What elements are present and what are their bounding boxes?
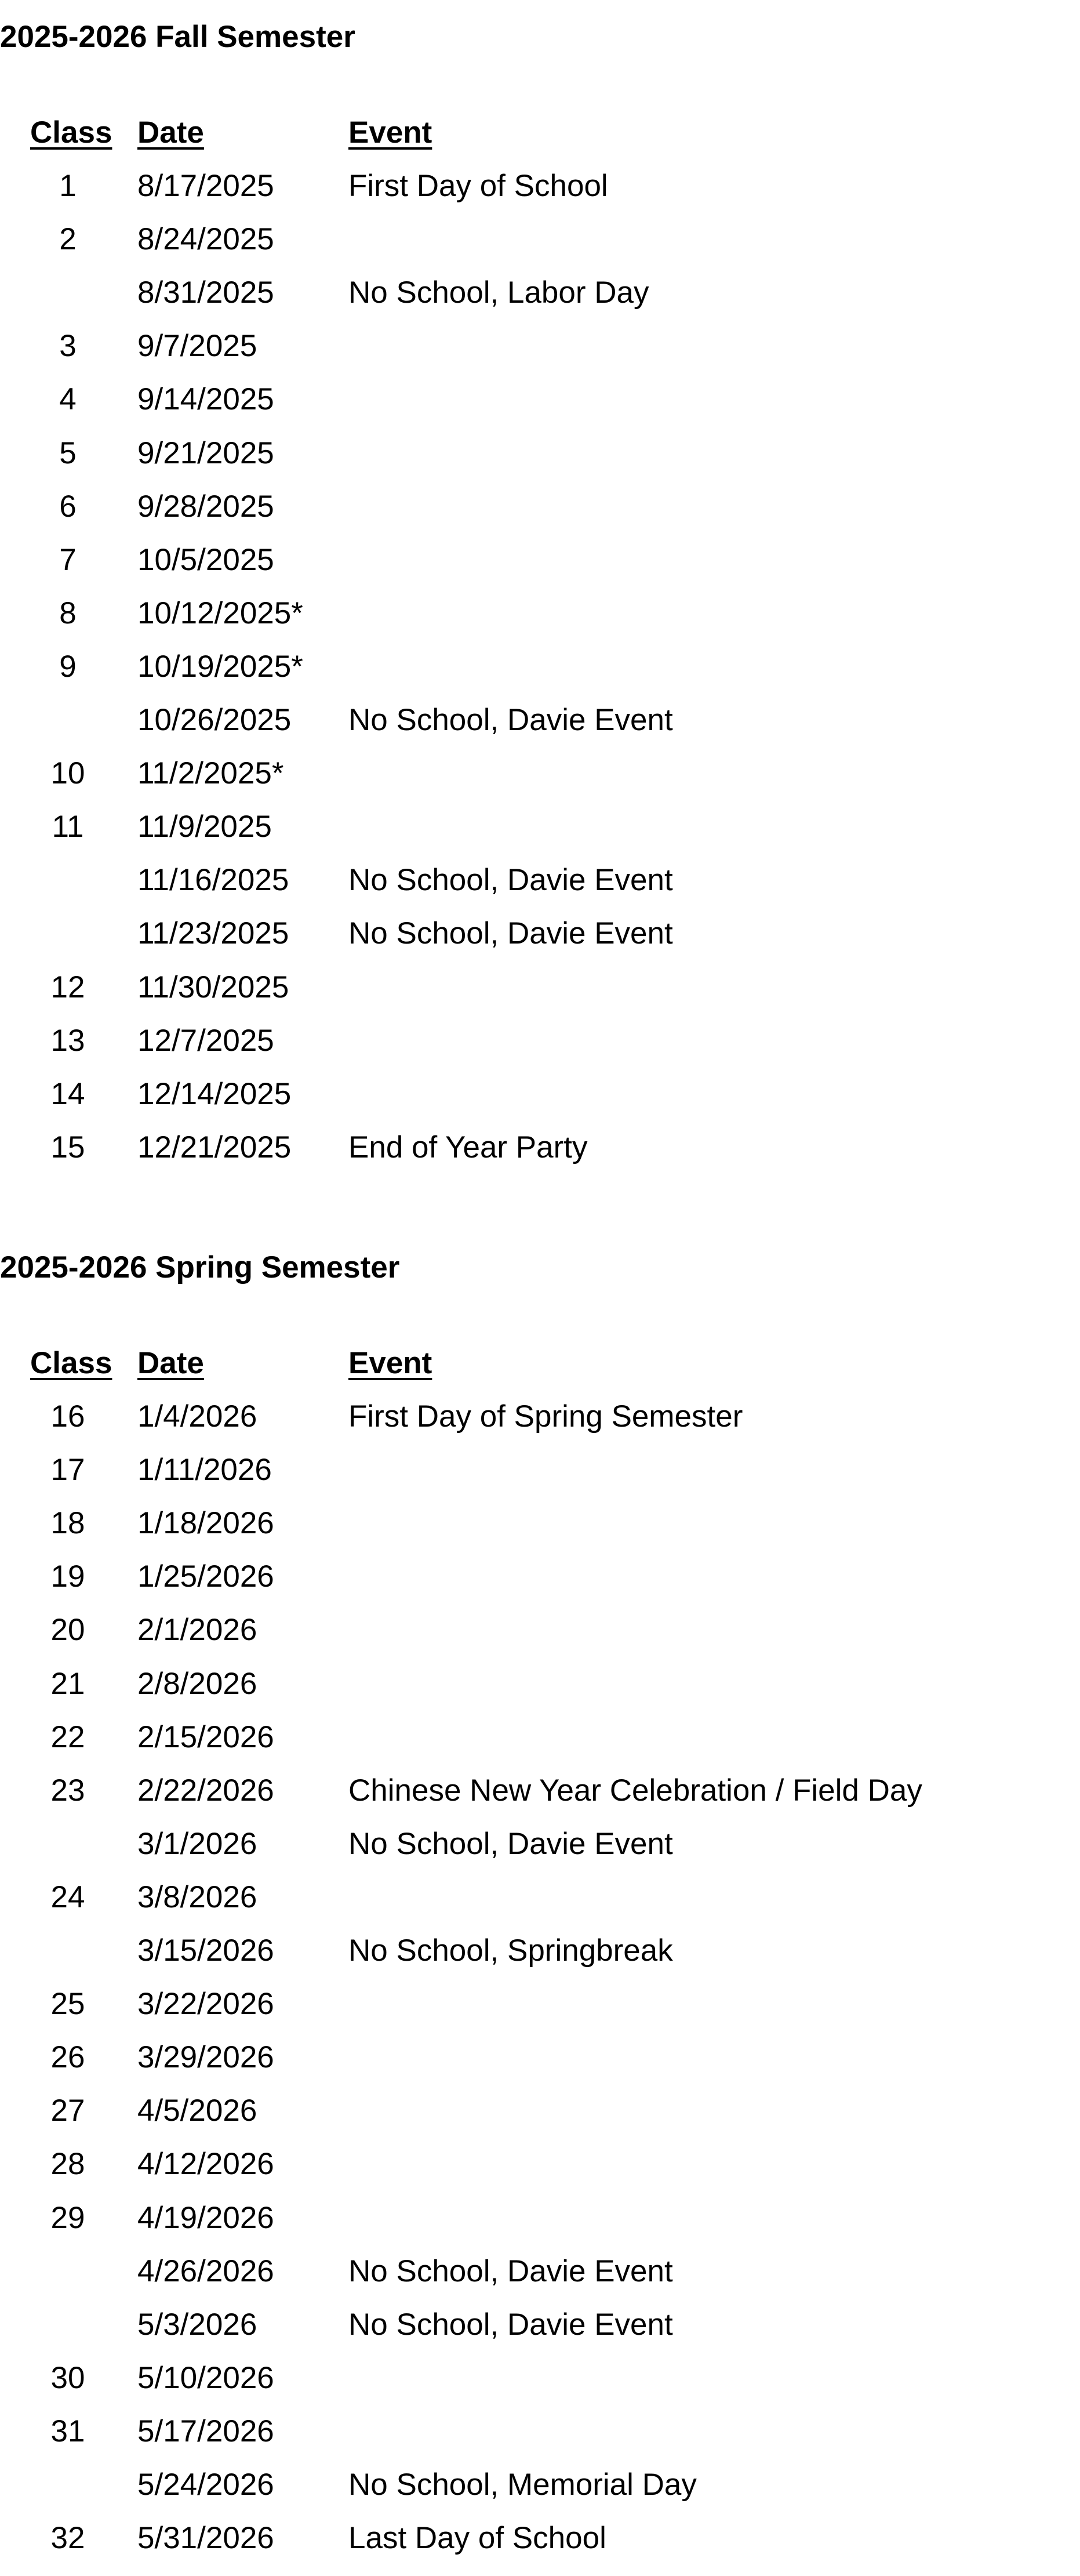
header-event: Event: [348, 115, 432, 150]
table-row: [0, 2298, 1080, 2352]
table-row: [0, 534, 1080, 587]
class-event: No School, Davie Event: [348, 2254, 673, 2288]
class-number: 22: [50, 1719, 85, 1754]
header-class: Class: [30, 1346, 112, 1380]
class-date: 10/26/2025: [137, 703, 292, 737]
class-date: 11/9/2025: [137, 810, 272, 844]
class-number: 31: [50, 2414, 85, 2448]
class-number: 13: [50, 1023, 85, 1058]
class-number: 26: [50, 2040, 85, 2075]
class-number: 29: [50, 2200, 85, 2235]
class-number: 2: [59, 222, 77, 257]
class-number: 12: [50, 970, 85, 1004]
table-row: [0, 961, 1080, 1014]
class-date: 11/16/2025: [137, 863, 289, 898]
class-event: End of Year Party: [348, 1130, 588, 1164]
class-date: 3/15/2026: [137, 1933, 274, 1968]
table-header: [0, 1337, 1080, 1390]
table-row: [0, 1924, 1080, 1978]
table-row: [0, 800, 1080, 854]
table-row: [0, 480, 1080, 534]
table-row: [0, 213, 1080, 266]
class-number: 15: [50, 1130, 85, 1164]
table-row: [0, 2031, 1080, 2084]
table-row: [0, 1711, 1080, 1764]
class-event: No School, Davie Event: [348, 703, 673, 737]
class-number: 23: [50, 1773, 85, 1808]
table-row: [0, 2405, 1080, 2458]
table-row: [0, 2192, 1080, 2245]
class-date: 5/24/2026: [137, 2468, 274, 2502]
class-date: 10/12/2025*: [137, 596, 303, 630]
class-number: 5: [59, 436, 77, 470]
table-row: [0, 1871, 1080, 1924]
table-row: [0, 2138, 1080, 2191]
class-event: No School, Memorial Day: [348, 2468, 697, 2502]
class-event: No School, Davie Event: [348, 863, 673, 898]
class-number: 1: [59, 169, 77, 203]
class-event: Chinese New Year Celebration / Field Day: [348, 1773, 922, 1808]
class-date: 2/22/2026: [137, 1773, 274, 1808]
table-row: [0, 427, 1080, 480]
header-date: Date: [137, 115, 204, 150]
table-row: [0, 640, 1080, 694]
class-event: No School, Davie Event: [348, 2307, 673, 2342]
class-date: 4/12/2026: [137, 2147, 274, 2182]
table-row: [0, 907, 1080, 960]
class-date: 5/10/2026: [137, 2360, 274, 2395]
class-number: 20: [50, 1613, 85, 1648]
header-date: Date: [137, 1346, 204, 1380]
semester-title: 2025-2026 Fall Semester: [0, 20, 355, 54]
table-row: [0, 266, 1080, 320]
class-number: 18: [50, 1506, 85, 1541]
class-number: 21: [50, 1666, 85, 1701]
table-row: [0, 747, 1080, 800]
class-number: 6: [59, 489, 77, 524]
class-date: 2/1/2026: [137, 1613, 257, 1648]
table-row: [0, 1764, 1080, 1817]
class-number: 32: [50, 2521, 85, 2556]
table-row: [0, 2352, 1080, 2405]
class-date: 9/21/2025: [137, 436, 274, 470]
table-header: [0, 106, 1080, 159]
class-date: 3/8/2026: [137, 1880, 257, 1914]
class-date: 3/29/2026: [137, 2040, 274, 2075]
table-row: [0, 1068, 1080, 1121]
table-row: [0, 159, 1080, 213]
class-event: No School, Davie Event: [348, 1826, 673, 1861]
class-event: First Day of Spring Semester: [348, 1399, 743, 1434]
class-date: 3/22/2026: [137, 1987, 274, 2022]
class-date: 12/7/2025: [137, 1023, 274, 1058]
table-row: [0, 854, 1080, 907]
table-row: [0, 1603, 1080, 1657]
class-number: 16: [50, 1399, 85, 1434]
class-date: 9/28/2025: [137, 489, 274, 524]
class-number: 3: [59, 329, 77, 364]
class-number: 24: [50, 1880, 85, 1914]
class-event: Last Day of School: [348, 2521, 606, 2556]
table-row: [0, 1817, 1080, 1871]
class-date: 5/17/2026: [137, 2414, 274, 2448]
table-row: [0, 1657, 1080, 1711]
table-row: [0, 694, 1080, 747]
header-event: Event: [348, 1346, 432, 1380]
class-date: 11/23/2025: [137, 916, 289, 951]
class-date: 8/24/2025: [137, 222, 274, 257]
class-number: 9: [59, 649, 77, 684]
table-row: [0, 1978, 1080, 2031]
class-date: 8/31/2025: [137, 275, 274, 310]
class-number: 27: [50, 2094, 85, 2128]
table-row: [0, 1390, 1080, 1443]
table-row: [0, 1497, 1080, 1550]
class-number: 25: [50, 1987, 85, 2022]
class-date: 4/5/2026: [137, 2094, 257, 2128]
class-number: 19: [50, 1559, 85, 1594]
class-date: 2/8/2026: [137, 1666, 257, 1701]
class-number: 17: [50, 1453, 85, 1487]
table-row: [0, 373, 1080, 426]
table-row: [0, 1121, 1080, 1174]
table-row: [0, 1443, 1080, 1497]
class-date: 1/4/2026: [137, 1399, 257, 1434]
class-number: 7: [59, 542, 77, 577]
class-date: 11/30/2025: [137, 970, 289, 1004]
class-date: 4/19/2026: [137, 2200, 274, 2235]
class-date: 1/11/2026: [137, 1453, 272, 1487]
class-event: No School, Springbreak: [348, 1933, 673, 1968]
class-event: No School, Labor Day: [348, 275, 649, 310]
class-date: 1/18/2026: [137, 1506, 274, 1541]
class-event: First Day of School: [348, 169, 608, 203]
class-date: 2/15/2026: [137, 1719, 274, 1754]
class-number: 8: [59, 596, 77, 630]
class-number: 11: [52, 810, 84, 844]
table-row: [0, 2084, 1080, 2138]
class-date: 11/2/2025*: [137, 756, 284, 791]
class-number: 30: [50, 2360, 85, 2395]
class-date: 9/7/2025: [137, 329, 257, 364]
class-date: 1/25/2026: [137, 1559, 274, 1594]
class-date: 10/19/2025*: [137, 649, 303, 684]
table-row: [0, 587, 1080, 640]
class-number: 4: [59, 382, 77, 417]
semester-title: 2025-2026 Spring Semester: [0, 1250, 400, 1285]
table-row: [0, 2245, 1080, 2298]
table-row: [0, 2458, 1080, 2512]
class-date: 5/3/2026: [137, 2307, 257, 2342]
class-number: 10: [50, 756, 85, 791]
class-date: 5/31/2026: [137, 2521, 274, 2556]
class-number: 28: [50, 2147, 85, 2182]
table-row: [0, 320, 1080, 373]
class-date: 12/21/2025: [137, 1130, 292, 1164]
table-row: [0, 2512, 1080, 2565]
table-row: [0, 1014, 1080, 1068]
class-date: 10/5/2025: [137, 542, 274, 577]
class-event: No School, Davie Event: [348, 916, 673, 951]
class-date: 3/1/2026: [137, 1826, 257, 1861]
class-date: 4/26/2026: [137, 2254, 274, 2288]
class-date: 12/14/2025: [137, 1076, 292, 1111]
class-date: 9/14/2025: [137, 382, 274, 417]
header-class: Class: [30, 115, 112, 150]
class-number: 14: [50, 1076, 85, 1111]
table-row: [0, 1550, 1080, 1603]
class-date: 8/17/2025: [137, 169, 274, 203]
